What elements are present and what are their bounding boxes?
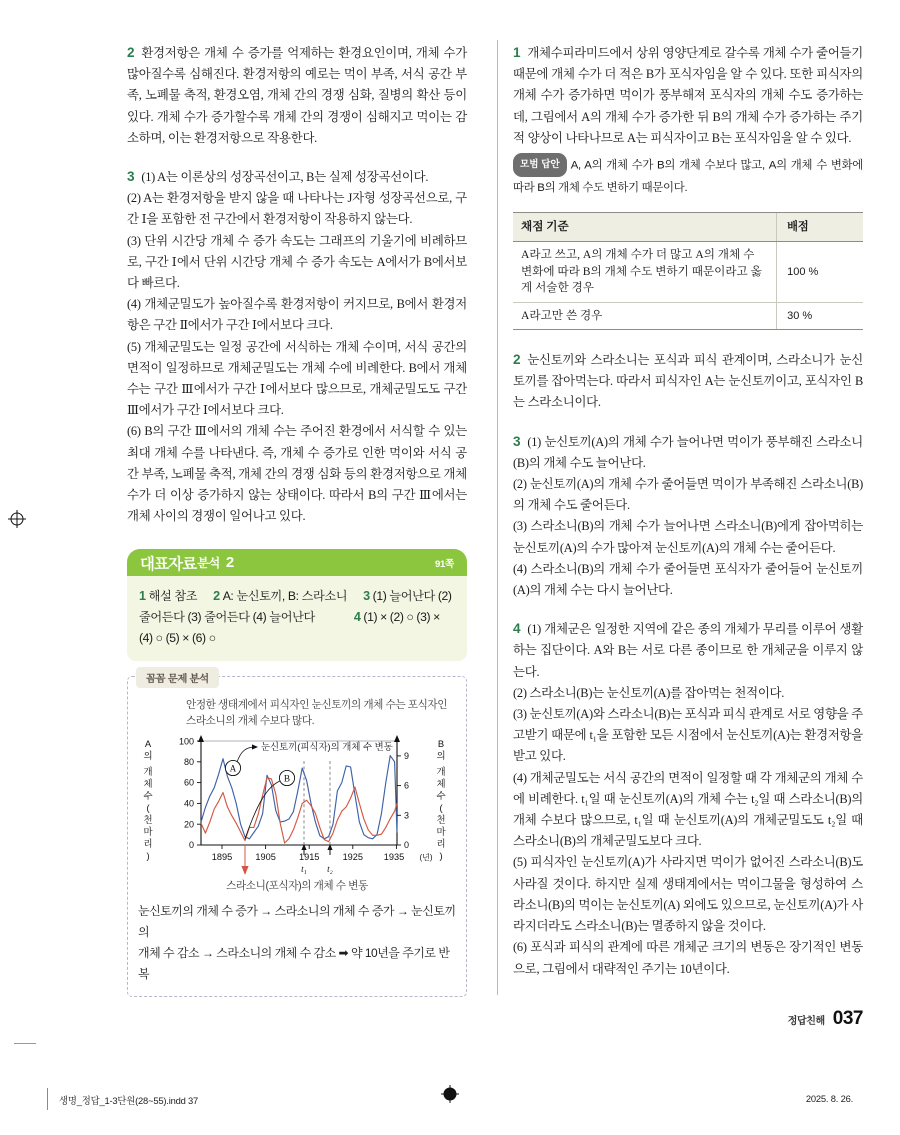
cell-points: 100 % (777, 242, 863, 303)
question-number: 4 (513, 621, 521, 637)
right-q4-item-4: (4) 개체군밀도는 서식 공간의 면적이 일정할 때 각 개체군의 개체 수에 비례한다. t₁일 때 눈신토끼(A)의 개체 수는 t₂일 때 스라소니(B)의 개체 수보다 많으므로, t₁일 때 눈신토끼(A)의 개체군밀도도 t₂일 때 스라소니(B)의 개체군밀도보다 크다. (513, 770, 863, 849)
banner-title-bold: 대표자료 (140, 555, 197, 573)
right-q4-item-5: (5) 피식자인 눈신토끼(A)가 사라지면 먹이가 없어진 스라소니(B)도 사라질 것이다. 하지만 실제 생태계에서는 먹이그물을 형성하여 스라소니(B)의 먹이는 눈신토끼(A) 외에도 있으므로, 눈신토끼(A)가 사라지더라도 스라소니(B)는 멸종하지 않을 것이다. (513, 855, 863, 934)
answer-text-2: A: 눈신토끼, B: 스라소니 (222, 589, 348, 604)
xtick-1935: 1935 (383, 852, 405, 863)
col-header-criterion: 채점 기준 (513, 212, 777, 242)
banner-title-number: 2 (225, 554, 235, 572)
left-q3-item-2: (2) A는 환경저항을 받지 않을 때 나타나는 J자형 성장곡선으로, 구간 Ⅰ을 포함한 전 구간에서 환경저항이 작용하지 않는다. (127, 191, 467, 227)
ytick-left-40: 40 (183, 798, 194, 809)
right-question-4 (513, 618, 863, 979)
problem-analysis-card (127, 673, 467, 997)
left-question-3 (127, 166, 467, 527)
ytick-left-20: 20 (183, 819, 194, 830)
xtick-1895: 1895 (211, 852, 233, 863)
svg-text:수: 수 (143, 790, 153, 802)
chart-svg (138, 735, 456, 877)
ylabel-left (143, 738, 152, 861)
left-q2-paragraph (127, 42, 467, 149)
xtick-1925: 1925 (342, 852, 364, 863)
right-q2-paragraph (513, 349, 863, 414)
question-body: 환경저항은 개체 수 증가를 억제하는 환경요인이며, 개체 수가 많아질수록 심해진다. 환경저항의 예로는 먹이 부족, 서식 공간 부족, 노폐물 축적, 환경오염, 개체 간의 경쟁 심화, 질병의 확산 등이 있다. 개체 수가 증가할수록 개체 간의 경쟁이 심해지고 먹이는 감소하며, 이는 환경저항으로 작용한다. (127, 46, 467, 145)
xaxis-unit: (년) (419, 853, 433, 863)
svg-text:(: ( (146, 802, 150, 814)
analysis-flow-line-2: 개체 수 감소 → 스라소니의 개체 수 감소 ➡ 약 10년을 주기로 반복 (138, 946, 450, 982)
svg-text:수: 수 (436, 790, 446, 802)
registration-mark-left (8, 510, 26, 528)
question-number: 3 (127, 169, 135, 185)
ytick-left-0: 0 (188, 840, 194, 851)
table-row (513, 242, 863, 303)
xtick-1905: 1905 (255, 852, 276, 863)
left-q3-item-4: (4) 개체군밀도가 높아질수록 환경저항이 커지므로, B에서 환경저항은 구간 Ⅱ에서가 구간 Ⅰ에서보다 크다. (127, 297, 467, 333)
svg-text:마: 마 (436, 826, 446, 838)
question-number: 2 (513, 352, 521, 368)
svg-text:리: 리 (143, 838, 153, 850)
right-question-2 (513, 349, 863, 414)
question-number: 3 (513, 433, 521, 449)
left-question-2 (127, 42, 467, 149)
svg-text:체: 체 (143, 778, 153, 790)
ytick-right-0: 0 (404, 840, 410, 851)
ytick-left-100: 100 (178, 736, 194, 747)
question-body: (1) 눈신토끼(A)의 개체 수가 늘어나면 먹이가 풍부해진 스라소니(B)의 개체 수도 늘어난다. (513, 434, 863, 470)
question-number: 2 (127, 45, 135, 60)
svg-text:체: 체 (436, 778, 446, 790)
representative-data-analysis-block (127, 549, 467, 661)
right-column (513, 42, 863, 997)
figure-note-text: 안정한 생태계에서 피식자인 눈신토끼의 개체 수는 포식자인 스라소니의 개체 수보다 많다. (186, 699, 448, 728)
table-header-row (513, 212, 863, 242)
right-q3-item-2: (2) 눈신토끼(A)의 개체 수가 줄어들면 먹이가 부족해진 스라소니(B)의 개체 수도 줄어든다. (513, 477, 863, 513)
ytick-left-60: 60 (183, 778, 194, 789)
question-body: 눈신토끼와 스라소니는 포식과 피식 관계이며, 스라소니가 눈신토끼를 잡아먹는다. 따라서 피식자인 A는 눈신토끼이고, 포식자인 B는 스라소니이다. (513, 353, 863, 410)
analysis-tag-label: 꼼꼼 문제 분석 (136, 667, 219, 688)
print-date: 2025. 8. 26. (805, 1093, 853, 1104)
annotation-label-a: 눈신토끼(피식자)의 개체 수 변동 (261, 741, 393, 753)
right-q3-item-3: (3) 스라소니(B)의 개체 수가 늘어나면 스라소니(B)에게 잡아먹히는 눈신토끼(A)의 수가 많아져 눈신토끼(A)의 개체 수는 줄어든다. (513, 519, 863, 555)
left-q3-item-3: (3) 단위 시간당 개체 수 증가 속도는 그래프의 기울기에 비례하므로, 구간 Ⅰ에서 단위 시간당 개체 수 증가 속도는 A에서가 B에서보다 빠르다. (127, 233, 467, 291)
annotation-t2: t₂ (327, 864, 333, 875)
ytick-right-9: 9 (404, 751, 410, 762)
table-row (513, 302, 863, 330)
left-q3-item-1 (127, 166, 467, 188)
left-q3-item-6: (6) B의 구간 Ⅲ에서의 개체 수는 주어진 환경에서 서식할 수 있는 최대 개체 수를 나타낸다. 즉, 개체 수 증가로 인한 먹이와 서식 공간 부족, 노폐물 축적, 개체 간의 경쟁 심화 등의 환경저항으로 개체 수가 더 이상 증가하지 않는 상태이다. 따라서 B의 구간 Ⅲ에서는 개체 사이의 경쟁이 일어나고 있다. (127, 424, 467, 524)
question-body: 개체수피라미드에서 상위 영양단계로 갈수록 개체 수가 줄어들기 때문에 개체 수가 더 적은 B가 포식자임을 알 수 있다. 또한 피식자의 개체 수가 증가하면 먹이가 풍부해져 포식자의 개체 수도 증가하는데, 그림에서 A의 개체 수가 증가한 뒤 B의 개체 수가 증가하는 주기적 양상이 나타나므로 A는 피식자이고 B는 포식자임을 알 수 있다. (513, 46, 863, 145)
banner-header (127, 549, 467, 576)
folio-number: 037 (832, 1008, 863, 1029)
svg-text:B: B (283, 773, 291, 784)
svg-text:의: 의 (143, 750, 153, 762)
right-q4-item-2: (2) 스라소니(B)는 눈신토끼(A)를 잡아먹는 천적이다. (513, 685, 785, 700)
svg-text:리: 리 (436, 838, 446, 850)
column-divider (497, 40, 498, 995)
right-q3-item-4: (4) 스라소니(B)의 개체 수가 줄어들면 포식자가 줄어들어 눈신토끼(A)의 개체 수는 다시 늘어난다. (513, 561, 863, 598)
left-column (127, 42, 467, 997)
answer-number-3: 3 (363, 589, 370, 604)
right-question-3 (513, 431, 863, 602)
scoring-criteria-table (513, 212, 863, 331)
svg-text:A: A (144, 738, 152, 750)
svg-text:천: 천 (436, 814, 446, 826)
right-q1-paragraph (513, 42, 863, 149)
right-q3-item-1 (513, 431, 863, 474)
answer-number-2: 2 (213, 589, 220, 604)
cell-criterion: A라고 쓰고, A의 개체 수가 더 많고 A의 개체 수 변화에 따라 B의 개체 수도 변하기 때문이라고 옳게 서술한 경우 (513, 242, 777, 303)
svg-text:개: 개 (436, 766, 446, 778)
right-question-1 (513, 42, 863, 199)
col-header-points: 배점 (777, 212, 863, 242)
answer-number-4: 4 (353, 610, 361, 625)
right-q4-item-6: (6) 포식과 피식의 관계에 따른 개체군 크기의 변동은 장기적인 변동으로, 그림에서 대략적인 주기는 10년이다. (513, 940, 863, 976)
question-body: (1) 개체군은 일정한 지역에 같은 종의 개체가 무리를 이루어 생활하는 집단이다. A와 B는 서로 다른 종이므로 한 개체군을 이루지 않는다. (513, 622, 863, 679)
analysis-flow-line-1: 눈신토끼의 개체 수 증가 → 스라소니의 개체 수 증가 → 눈신토끼의 (138, 904, 456, 940)
answer-text-3: (1) 늘어난다 (2) 줄어든다 (3) 줄어든다 (4) 늘어난다 (139, 589, 452, 625)
svg-text:(: ( (439, 802, 443, 814)
cell-points: 30 % (777, 302, 863, 330)
print-slug-line (47, 1090, 853, 1112)
model-answer-badge: 모범 답안 (513, 153, 567, 177)
left-q3-item-5: (5) 개체군밀도는 일정 공간에 서식하는 개체 수이며, 서식 공간의 면적이 일정하므로 개체군밀도는 개체 수에 비례한다. B에서 개체 수는 구간 Ⅲ에서가 구간 Ⅰ에서보다 많으므로, 개체군밀도도 구간 Ⅲ에서가 구간 Ⅰ에서보다 크다. (127, 339, 467, 418)
model-answer-text: A, A의 개체 수가 B의 개체 수보다 많고, A의 개체 수 변화에 따라 B의 개체 수도 변하기 때문이다. (513, 159, 863, 195)
ylabel-right (436, 738, 445, 861)
banner-page-reference: 91쪽 (434, 558, 454, 570)
population-cycle-chart (138, 735, 456, 877)
svg-text:B: B (437, 738, 445, 750)
svg-text:천: 천 (143, 814, 153, 826)
answer-number-1: 1 (139, 589, 146, 604)
page-folio (788, 1008, 863, 1030)
answer-summary (127, 576, 467, 661)
ytick-right-3: 3 (404, 810, 410, 821)
question-body: (1) A는 이론상의 성장곡선이고, B는 실제 성장곡선이다. (141, 170, 429, 185)
svg-text:A: A (229, 763, 237, 774)
answer-text-4: (1) × (2) ○ (3) × (4) ○ (5) × (6) ○ (139, 610, 440, 646)
xtick-1915: 1915 (298, 852, 320, 863)
right-q4-item-1 (513, 618, 863, 683)
svg-text:의: 의 (436, 750, 446, 762)
annotation-t1: t₁ (301, 864, 307, 875)
answer-text-1: 해설 참조 (148, 589, 198, 604)
figure-note (186, 697, 456, 729)
cell-criterion: A라고만 쓴 경우 (513, 302, 777, 330)
ytick-left-80: 80 (183, 757, 194, 768)
figure-bottom-caption: 스라소니(포식자)의 개체 수 변동 (226, 880, 368, 893)
crop-mark (14, 1043, 36, 1044)
slug-rule (47, 1088, 48, 1110)
print-filename: 생명_정답_1-3단원(28~55).indd 37 (59, 1095, 199, 1106)
svg-text:마: 마 (143, 826, 153, 838)
model-answer-row (513, 153, 863, 199)
svg-text:): ) (439, 850, 443, 862)
svg-text:): ) (146, 850, 150, 862)
analysis-flow-summary (138, 901, 456, 985)
question-number: 1 (513, 45, 521, 60)
ytick-right-6: 6 (404, 781, 410, 792)
banner-title-light: 분석 (197, 556, 220, 571)
folio-label: 정답친해 (787, 1016, 825, 1027)
right-q4-item-3: (3) 눈신토끼(A)와 스라소니(B)는 포식과 피식 관계로 서로 영향을 주고받기 때문에 t₁을 포함한 모든 시점에서 눈신토끼(A)는 환경저항을 받고 있다. (513, 707, 863, 764)
svg-text:개: 개 (143, 766, 153, 778)
